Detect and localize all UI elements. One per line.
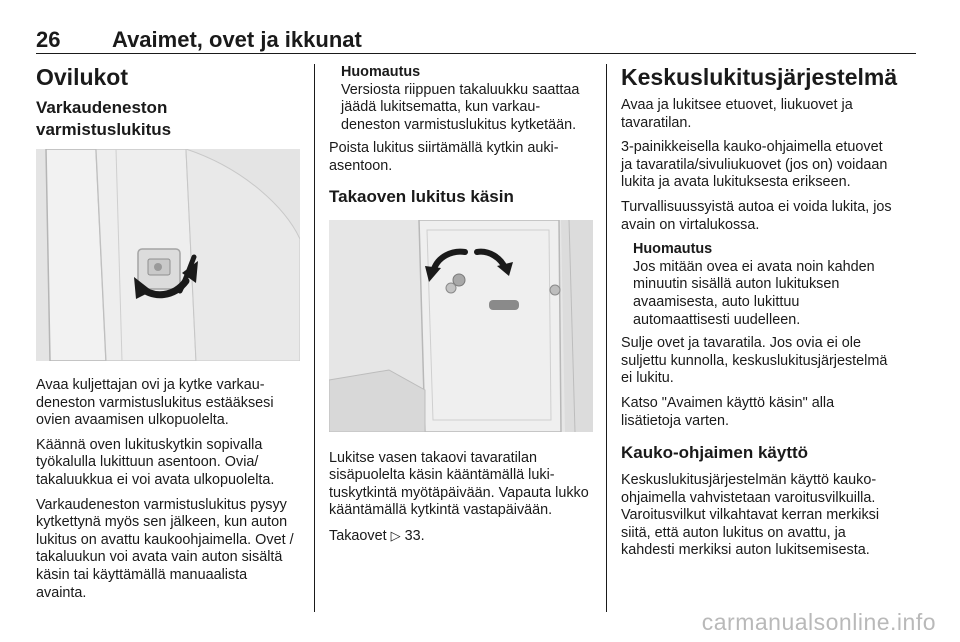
paragraph: Sulje ovet ja tavaratila. Jos ovia ei ole suljettu kunnolla, keskuslukitusjärjestelmä ei lukitu. <box>621 335 888 387</box>
subsection-heading: Kauko-ohjaimen käyttö <box>621 443 809 463</box>
note-title: Huomautus <box>341 64 421 80</box>
note-box <box>341 64 593 134</box>
section-heading: Ovilukot <box>36 64 129 90</box>
paragraph: Lukitse vasen takaovi tavaratilan sisäpuolelta käsin kääntämällä lukituskytkintä myötäpäivään. Vapauta lukko kääntämällä kytkintä vastapäivään. <box>329 449 589 519</box>
paragraph: Varkaudeneston varmistuslukitus pysyy kytkettynä myös sen jälkeen, kun auton lukitus on avattu kaukoohjaimella. Ovet / takaluukun voi avata vain auton sisältä käsin tai käyttämällä manuaalista avainta. <box>36 496 294 601</box>
subsection-heading: Varkaudeneston varmistuslukitus <box>36 98 172 139</box>
column-middle <box>329 64 593 553</box>
paragraph: Avaa kuljettajan ovi ja kytke varkaudeneston varmistuslukitus estääksesi ovien avaamisen ulkopuolelta. <box>36 377 274 429</box>
rear-door-lock-diagram-icon <box>329 220 593 432</box>
page-header <box>36 27 916 54</box>
note-body: Versiosta riippuen takaluukku saattaa jäädä lukitsematta, kun varkaudeneston varmistuslukitus kytketään. <box>341 81 580 133</box>
note-box <box>633 241 893 329</box>
paragraph: Katso "Avaimen käyttö käsin" alla lisätietoja varten. <box>621 394 835 429</box>
cross-reference <box>329 527 593 546</box>
subsection-heading: Takaoven lukitus käsin <box>329 186 514 206</box>
note-title: Huomautus <box>633 241 713 258</box>
rear-door-figure <box>329 220 593 432</box>
column-divider <box>606 64 607 612</box>
door-lock-figure <box>36 149 300 361</box>
paragraph: Turvallisuussyistä autoa ei voida lukita, jos avain on virtalukossa. <box>621 198 892 233</box>
paragraph: 3-painikkeisella kauko-ohjaimella etuovet ja tavaratila/sivuliukuovet (jos on) voidaan lukita ja avata lukituksesta erikseen. <box>621 139 888 191</box>
page-reference-icon: ▷ <box>390 527 401 543</box>
reference-text: Takaovet <box>329 527 387 544</box>
column-divider <box>314 64 315 612</box>
paragraph: Keskuslukitusjärjestelmän käyttö kauko-ohjaimella vahvistetaan varoitusvilkuilla. Varoitusvilkut vilkahtavat kerran merkiksi siitä, että auton lukitus on avattu, ja kahdesti merkiksi auton lukitsemisesta. <box>621 472 880 559</box>
paragraph: Avaa ja lukitsee etuovet, liukuovet ja tavaratilan. <box>621 97 853 131</box>
door-lock-diagram-icon <box>36 149 300 361</box>
reference-page: 33. <box>404 527 425 544</box>
chapter-title: Avaimet, ovet ja ikkunat <box>112 27 362 52</box>
column-right <box>621 64 898 567</box>
note-body: Jos mitään ovea ei avata noin kahden minuutin sisällä auton lukituksen avaamisesta, auto lukittuu automaattisesti uudelleen. <box>633 258 875 328</box>
column-left <box>36 64 300 609</box>
section-heading: Keskuslukitusjärjestelmä <box>621 64 898 90</box>
paragraph: Poista lukitus siirtämällä kytkin aukiasentoon. <box>329 140 559 174</box>
paragraph: Käännä oven lukituskytkin sopivalla työkalulla lukittuun asentoon. Ovia/ takaluukkua ei voi avata ulkopuolelta. <box>36 436 275 488</box>
watermark: carmanualsonline.info <box>701 609 936 635</box>
page-number: 26 <box>36 27 61 52</box>
